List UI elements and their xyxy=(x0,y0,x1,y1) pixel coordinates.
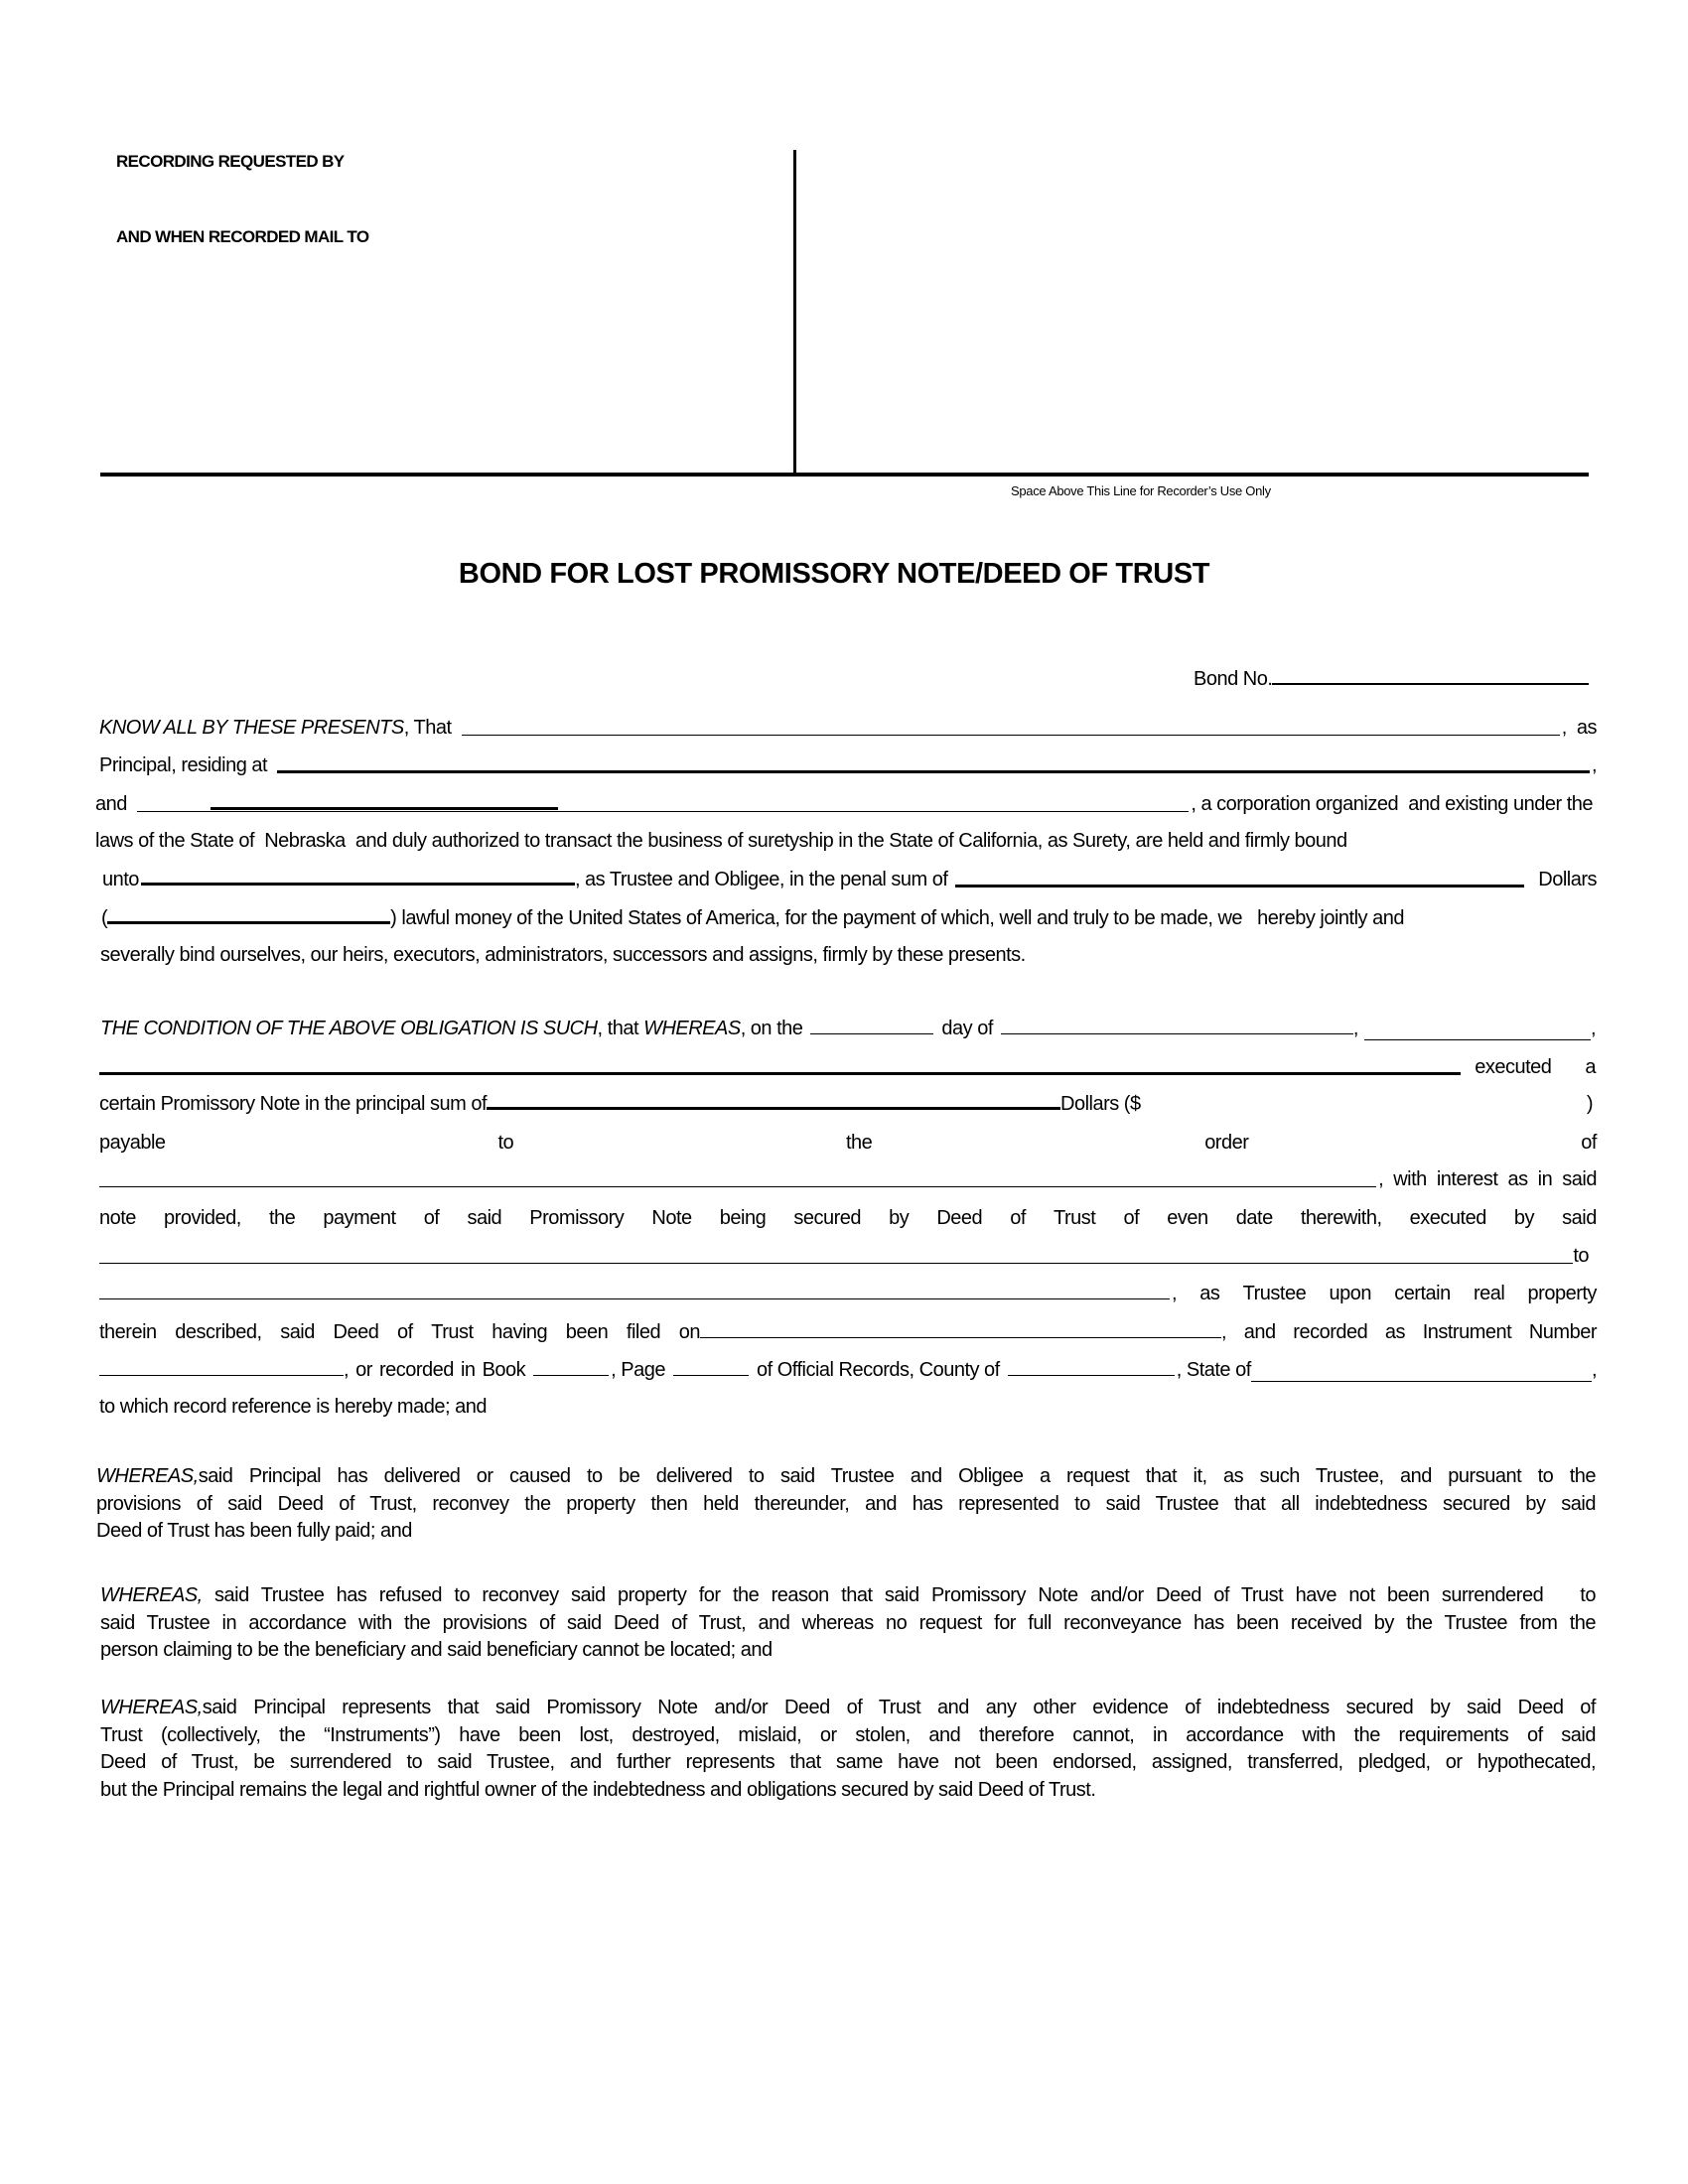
text: the xyxy=(268,1207,296,1229)
text: ( xyxy=(101,907,108,929)
text: Trust xyxy=(1054,1207,1096,1229)
document-title: BOND FOR LOST PROMISSORY NOTE/DEED OF TRUST xyxy=(458,558,1210,590)
text: of Official Records, County of xyxy=(756,1359,1000,1381)
text: certain Promissory Note in the principal sum of xyxy=(99,1093,487,1115)
text: ) lawful money of the United States of America, for the payment of which, well and truly to be made, we hereby jointly and xyxy=(390,907,1404,929)
text: certain xyxy=(1394,1283,1451,1304)
whereas-paragraph-1 xyxy=(96,1463,1596,1546)
know-all-line-3 xyxy=(95,793,1593,816)
executor-field[interactable] xyxy=(99,1072,1461,1075)
text: said xyxy=(1562,1207,1597,1229)
instrument-number-field[interactable] xyxy=(99,1375,344,1376)
know-all-line-6 xyxy=(101,907,1597,930)
page-field[interactable] xyxy=(673,1375,749,1376)
paragraph-line xyxy=(100,1582,1596,1610)
know-all-line-1 xyxy=(99,717,1597,740)
text: , xyxy=(1590,1018,1596,1039)
paragraph-line: person claiming to be the beneficiary and said beneficiary cannot be located; and xyxy=(100,1639,773,1661)
text: unto xyxy=(102,869,139,890)
text: on xyxy=(678,1321,700,1343)
text: Instrument xyxy=(1422,1321,1512,1343)
text: real xyxy=(1473,1283,1505,1304)
condition-line-1 xyxy=(100,1018,1596,1040)
condition-line-9 xyxy=(99,1321,1597,1344)
text: executed xyxy=(1475,1056,1552,1078)
text: and xyxy=(1243,1321,1276,1343)
condition-line-6 xyxy=(99,1207,1597,1230)
text: , a corporation organized and existing under the xyxy=(1191,793,1593,815)
text: payable xyxy=(99,1132,166,1154)
surety-name-field[interactable] xyxy=(137,811,1189,812)
whereas-keyword: WHEREAS xyxy=(643,1018,741,1039)
trustee-line-text xyxy=(1172,1283,1597,1305)
paragraph-line: said Trustee in accordance with the provisions of said Deed of Trust, and whereas no request for full reconveyance has been received by the Trustee from the xyxy=(100,1611,1596,1634)
text: of xyxy=(1123,1207,1140,1229)
text: , xyxy=(1591,754,1597,776)
text: therein xyxy=(99,1321,157,1343)
text: even xyxy=(1167,1207,1208,1229)
text: Trust xyxy=(431,1321,474,1343)
text: Dollars xyxy=(1538,869,1597,890)
text: been xyxy=(565,1321,609,1343)
text: , or recorded in Book xyxy=(344,1359,526,1381)
bond-number-field xyxy=(1194,665,1589,691)
text: described, xyxy=(175,1321,262,1343)
condition-heading: THE CONDITION OF THE ABOVE OBLIGATION IS SUCH xyxy=(100,1018,598,1039)
paragraph-line xyxy=(100,1695,1596,1722)
recorder-box-divider xyxy=(793,150,796,476)
recorder-space-rule xyxy=(100,473,1589,477)
text: secured xyxy=(793,1207,861,1229)
whereas-paragraph-2 xyxy=(100,1582,1596,1665)
recorder-use-note: Space Above This Line for Recorder’s Use Only xyxy=(1011,483,1271,498)
text: , State of xyxy=(1176,1359,1251,1381)
text: of xyxy=(396,1321,413,1343)
text: note xyxy=(99,1207,136,1229)
paragraph-line: but the Principal remains the legal and rightful owner of the indebtedness and obligations secured by said Deed of Trust. xyxy=(100,1778,1096,1801)
text: Principal, residing at xyxy=(99,754,268,776)
know-all-heading: KNOW ALL BY THESE PRESENTS xyxy=(99,717,404,739)
text: executed xyxy=(1409,1207,1486,1229)
filed-on-field[interactable] xyxy=(700,1337,1221,1338)
book-field[interactable] xyxy=(533,1375,609,1376)
text: , as Trustee and Obligee, in the penal sum of xyxy=(574,869,948,890)
text: of xyxy=(1581,1132,1597,1154)
text: by xyxy=(1513,1207,1535,1229)
text: filed xyxy=(626,1321,661,1343)
text: recorded xyxy=(1293,1321,1368,1343)
trustee-obligee-field[interactable] xyxy=(141,883,575,886)
text: Trustee xyxy=(1242,1283,1307,1304)
text: , that xyxy=(597,1018,644,1039)
condition-line-4 xyxy=(99,1132,1597,1155)
text: day of xyxy=(941,1018,993,1039)
text: therewith, xyxy=(1300,1207,1382,1229)
paragraph-line: Deed of Trust has been fully paid; and xyxy=(96,1520,412,1542)
mail-to-label: AND WHEN RECORDED MAIL TO xyxy=(116,227,369,246)
text: , xyxy=(1172,1283,1178,1304)
text: to xyxy=(497,1132,514,1154)
text: upon xyxy=(1329,1283,1371,1304)
month-field[interactable] xyxy=(1001,1033,1353,1034)
text: , That xyxy=(403,717,452,739)
text: as xyxy=(1199,1283,1220,1304)
text: laws of the State of Nebraska and duly authorized to transact the business of suretyship in the State of California, as Surety, are held and firmly bound xyxy=(95,830,1347,852)
text: to which record reference is hereby made; and xyxy=(99,1396,487,1418)
text: Note xyxy=(651,1207,692,1229)
text: and xyxy=(95,793,127,815)
surety-name-underline-emphasis xyxy=(211,807,558,810)
condition-line-11 xyxy=(99,1396,1597,1419)
text: Promissory xyxy=(529,1207,625,1229)
text: severally bind ourselves, our heirs, executors, administrators, successors and assigns, firmly by these presents. xyxy=(100,944,1026,966)
text: , xyxy=(1352,1018,1358,1039)
text: Dollars ($ xyxy=(1060,1093,1141,1115)
condition-line-2 xyxy=(99,1056,1596,1079)
text: payment xyxy=(323,1207,396,1229)
bond-number-label: Bond No. xyxy=(1194,668,1273,690)
text: property xyxy=(1527,1283,1597,1304)
text: of xyxy=(423,1207,440,1229)
text: , Page xyxy=(611,1359,665,1381)
paragraph-line xyxy=(96,1463,1596,1491)
text: , xyxy=(1221,1321,1227,1343)
text: order xyxy=(1204,1132,1249,1154)
paragraph-line: Deed of Trust, be surrendered to said Trustee, and further represents that same have not been endorsed, assigned, transferred, pledged, or hypothecated, xyxy=(100,1751,1596,1773)
principal-sum-words-field[interactable] xyxy=(487,1107,1060,1110)
whereas-paragraph-3 xyxy=(100,1695,1596,1804)
condition-line-5 xyxy=(99,1168,1597,1191)
payee-field[interactable] xyxy=(99,1186,1376,1187)
text: the xyxy=(846,1132,873,1154)
text: to xyxy=(1573,1245,1589,1267)
text: ) xyxy=(1586,1093,1593,1115)
instrument-number-text xyxy=(1221,1321,1597,1344)
trustee-field[interactable] xyxy=(99,1298,1170,1299)
text: a xyxy=(1585,1056,1596,1078)
text: provided, xyxy=(164,1207,241,1229)
text: , xyxy=(1591,1359,1597,1381)
penal-sum-figures-field[interactable] xyxy=(107,921,390,924)
state-field[interactable] xyxy=(1251,1381,1592,1382)
recording-requested-by-label: RECORDING REQUESTED BY xyxy=(116,152,345,171)
paragraph-line-text xyxy=(100,1582,1596,1610)
principal-name-field[interactable] xyxy=(462,735,1560,736)
paragraph-line: Trust (collectively, the “Instruments”) have been lost, destroyed, mislaid, or stolen, and therefore cannot, in accordance with the requirements of said xyxy=(100,1723,1596,1746)
bond-number-input[interactable] xyxy=(1272,665,1589,685)
text: Number xyxy=(1528,1321,1597,1343)
paragraph-line-text xyxy=(100,1695,1596,1722)
year-field[interactable] xyxy=(1364,1039,1591,1040)
text: , as xyxy=(1561,717,1597,739)
condition-line-10 xyxy=(99,1359,1597,1382)
filed-on-text xyxy=(99,1321,700,1344)
know-all-line-4 xyxy=(95,830,1593,853)
condition-line-3 xyxy=(99,1093,1593,1116)
text: as xyxy=(1384,1321,1406,1343)
text: said Trustee has refused to reconvey said property for the reason that said Promissory Note and/or Deed of Trust have not been surrendered to xyxy=(202,1584,1596,1606)
executed-by-field[interactable] xyxy=(99,1263,1573,1264)
text: date xyxy=(1235,1207,1273,1229)
text: having xyxy=(492,1321,548,1343)
county-field[interactable] xyxy=(1008,1375,1175,1376)
principal-address-field[interactable] xyxy=(277,770,1590,773)
know-all-line-7 xyxy=(100,944,1598,967)
paragraph-line-text xyxy=(96,1463,1596,1491)
text: said xyxy=(467,1207,502,1229)
text: Deed xyxy=(333,1321,379,1343)
text: said Principal represents that said Promissory Note and/or Deed of Trust and any other evidence of indebtedness secured by said Deed of xyxy=(202,1697,1596,1718)
paragraph-line: provisions of said Deed of Trust, reconvey the property then held thereunder, and has represented to said Trustee that all indebtedness secured by said xyxy=(96,1492,1596,1515)
condition-line-7 xyxy=(99,1245,1589,1268)
whereas-keyword: WHEREAS, xyxy=(96,1465,199,1487)
whereas-keyword: WHEREAS, xyxy=(100,1584,203,1606)
text: Deed xyxy=(936,1207,983,1229)
whereas-keyword: WHEREAS, xyxy=(100,1697,203,1718)
text: by xyxy=(889,1207,910,1229)
know-all-line-2 xyxy=(99,754,1597,777)
text: of xyxy=(1010,1207,1026,1229)
text: said xyxy=(280,1321,315,1343)
day-field[interactable] xyxy=(810,1033,933,1034)
condition-line-8 xyxy=(99,1283,1597,1305)
penal-sum-words-field[interactable] xyxy=(955,885,1524,887)
know-all-line-5 xyxy=(102,869,1597,891)
text: being xyxy=(719,1207,767,1229)
text: , on the xyxy=(740,1018,803,1039)
text: , with interest as in said xyxy=(1378,1168,1597,1190)
text: said Principal has delivered or caused to be delivered to said Trustee and Obligee a request that it, as such Trustee, and pursuant to the xyxy=(198,1465,1596,1487)
